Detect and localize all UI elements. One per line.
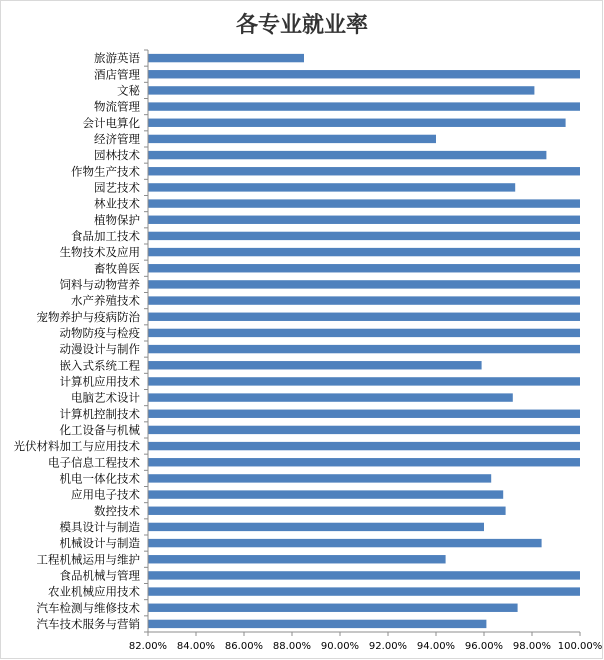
y-tick-label: 农业机械应用技术 <box>48 584 140 599</box>
x-tick-label: 82.00% <box>128 641 168 652</box>
y-tick-label: 电子信息工程技术 <box>48 455 140 470</box>
bar <box>148 216 580 224</box>
y-tick-label: 数控技术 <box>94 503 140 518</box>
x-tick-label: 88.00% <box>272 641 312 652</box>
y-tick-label: 酒店管理 <box>94 67 140 82</box>
bar <box>148 555 446 563</box>
x-tick-label: 86.00% <box>224 641 264 652</box>
bar <box>148 571 580 579</box>
bar <box>148 102 580 110</box>
y-tick-label: 食品机械与管理 <box>59 568 140 583</box>
y-tick-label: 化工设备与机械 <box>59 422 140 437</box>
bar <box>148 264 580 272</box>
y-tick-label: 嵌入式系统工程 <box>59 358 140 373</box>
bar <box>148 377 580 385</box>
x-tick-label: 94.00% <box>416 641 456 652</box>
bar <box>148 345 580 353</box>
bar <box>148 54 304 62</box>
y-tick-label: 文秘 <box>117 83 140 98</box>
x-tick-label: 90.00% <box>320 641 360 652</box>
y-tick-label: 林业技术 <box>94 196 140 211</box>
bar <box>148 313 580 321</box>
y-tick-label: 物流管理 <box>94 99 140 114</box>
x-tick-label: 92.00% <box>368 641 408 652</box>
bar <box>148 604 518 612</box>
y-tick-label: 园艺技术 <box>94 180 140 195</box>
bar <box>148 426 580 434</box>
bar <box>148 167 580 175</box>
chart-title: 各专业就业率 <box>235 13 368 38</box>
bar <box>148 329 580 337</box>
x-tick-label: 100.00% <box>557 641 603 652</box>
bar <box>148 474 491 482</box>
y-tick-label: 植物保护 <box>94 212 140 227</box>
y-tick-label: 电脑艺术设计 <box>71 390 140 405</box>
x-tick-label: 84.00% <box>176 641 216 652</box>
bar <box>148 70 580 78</box>
bar <box>148 490 503 498</box>
bar <box>148 587 580 595</box>
bar <box>148 119 566 127</box>
bar <box>148 86 534 94</box>
y-tick-label: 饲料与动物营养 <box>59 277 140 292</box>
y-tick-label: 机电一体化技术 <box>59 471 140 486</box>
bar <box>148 296 580 304</box>
y-tick-label: 水产养殖技术 <box>71 293 140 308</box>
y-tick-label: 动物防疫与检疫 <box>59 325 140 340</box>
bar <box>148 135 436 143</box>
y-tick-label: 会计电算化 <box>82 115 140 130</box>
y-tick-label: 计算机控制技术 <box>59 406 140 421</box>
y-tick-label: 应用电子技术 <box>71 487 140 502</box>
bar <box>148 280 580 288</box>
bar <box>148 361 482 369</box>
bar <box>148 620 486 628</box>
y-tick-label: 汽车检测与维修技术 <box>36 600 140 615</box>
x-tick-label: 96.00% <box>464 641 504 652</box>
bar <box>148 458 580 466</box>
bar <box>148 539 542 547</box>
y-tick-label: 模具设计与制造 <box>59 519 140 534</box>
bar <box>148 442 580 450</box>
y-tick-label: 汽车技术服务与营销 <box>36 616 140 631</box>
x-tick-label: 98.00% <box>512 641 552 652</box>
y-tick-label: 机械设计与制造 <box>59 536 140 551</box>
y-tick-label: 园林技术 <box>94 148 140 163</box>
y-tick-label: 工程机械运用与维护 <box>36 552 140 567</box>
bar <box>148 393 513 401</box>
y-tick-label: 生物技术及应用 <box>59 245 140 260</box>
bar <box>148 183 515 191</box>
bar <box>148 523 484 531</box>
bar <box>148 507 506 515</box>
y-tick-label: 经济管理 <box>94 131 140 146</box>
y-tick-label: 旅游英语 <box>94 51 140 66</box>
y-tick-label: 动漫设计与制作 <box>59 342 140 357</box>
bar <box>148 232 580 240</box>
y-tick-label: 畜牧兽医 <box>94 261 140 276</box>
y-tick-label: 作物生产技术 <box>71 164 140 179</box>
y-tick-label: 光伏材料加工与应用技术 <box>13 439 140 454</box>
y-tick-label: 计算机应用技术 <box>59 374 140 389</box>
bar <box>148 199 580 207</box>
y-tick-label: 宠物养护与疫病防治 <box>36 309 140 324</box>
bar <box>148 410 580 418</box>
bar <box>148 151 546 159</box>
y-tick-label: 食品加工技术 <box>71 228 140 243</box>
bar <box>148 248 580 256</box>
